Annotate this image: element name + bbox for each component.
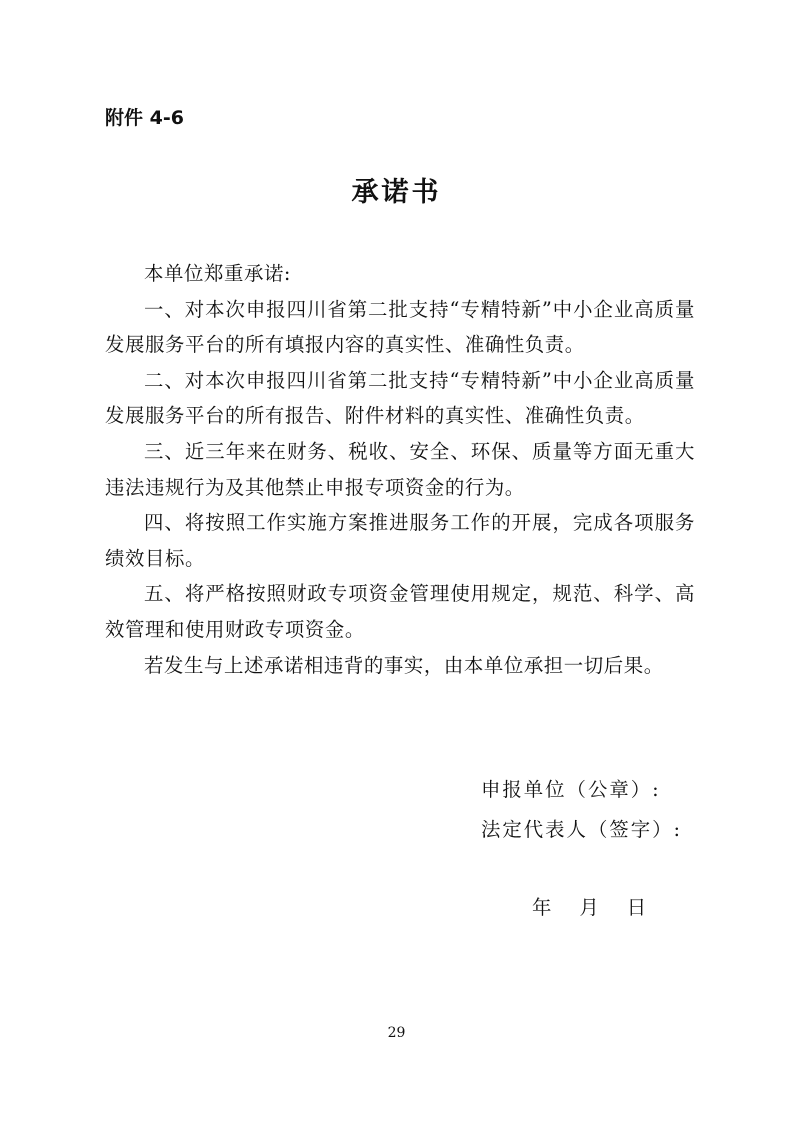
date-line <box>532 895 646 921</box>
commitment-item-4: 四、将按照工作实施方案推进服务工作的开展，完成各项服务绩效目标。 <box>105 511 695 570</box>
date-year: 年 <box>532 896 552 919</box>
date-day: 日 <box>626 896 647 919</box>
page-number: 29 <box>387 1025 406 1041</box>
applicant-unit-seal-label: 申报单位（公章）: <box>481 778 661 801</box>
attachment-label: 附件 4-6 <box>105 107 184 129</box>
commitment-item-2: 二、对本次申报四川省第二批支持“专精特新”中小企业高质量发展服务平台的所有报告、附件材料的真实性、准确性负责。 <box>105 368 695 428</box>
date-month: 月 <box>579 896 599 919</box>
commitment-intro: 本单位郑重承诺: <box>144 262 292 285</box>
document-title: 承诺书 <box>351 177 442 208</box>
commitment-item-3: 三、近三年来在财务、税收、安全、环保、质量等方面无重大违法违规行为及其他禁止申报专项资金的行为。 <box>105 439 695 499</box>
legal-representative-signature-label: 法定代表人（签字）: <box>481 818 683 841</box>
commitment-item-1: 一、对本次申报四川省第二批支持“专精特新”中小企业高质量发展服务平台的所有填报内容的真实性、准确性负责。 <box>105 297 695 357</box>
commitment-body <box>105 256 695 683</box>
commitment-item-5: 五、将严格按照财政专项资金管理使用规定，规范、科学、高效管理和使用财政专项资金。 <box>105 582 695 641</box>
commitment-consequence: 若发生与上述承诺相违背的事实，由本单位承担一切后果。 <box>144 653 664 677</box>
